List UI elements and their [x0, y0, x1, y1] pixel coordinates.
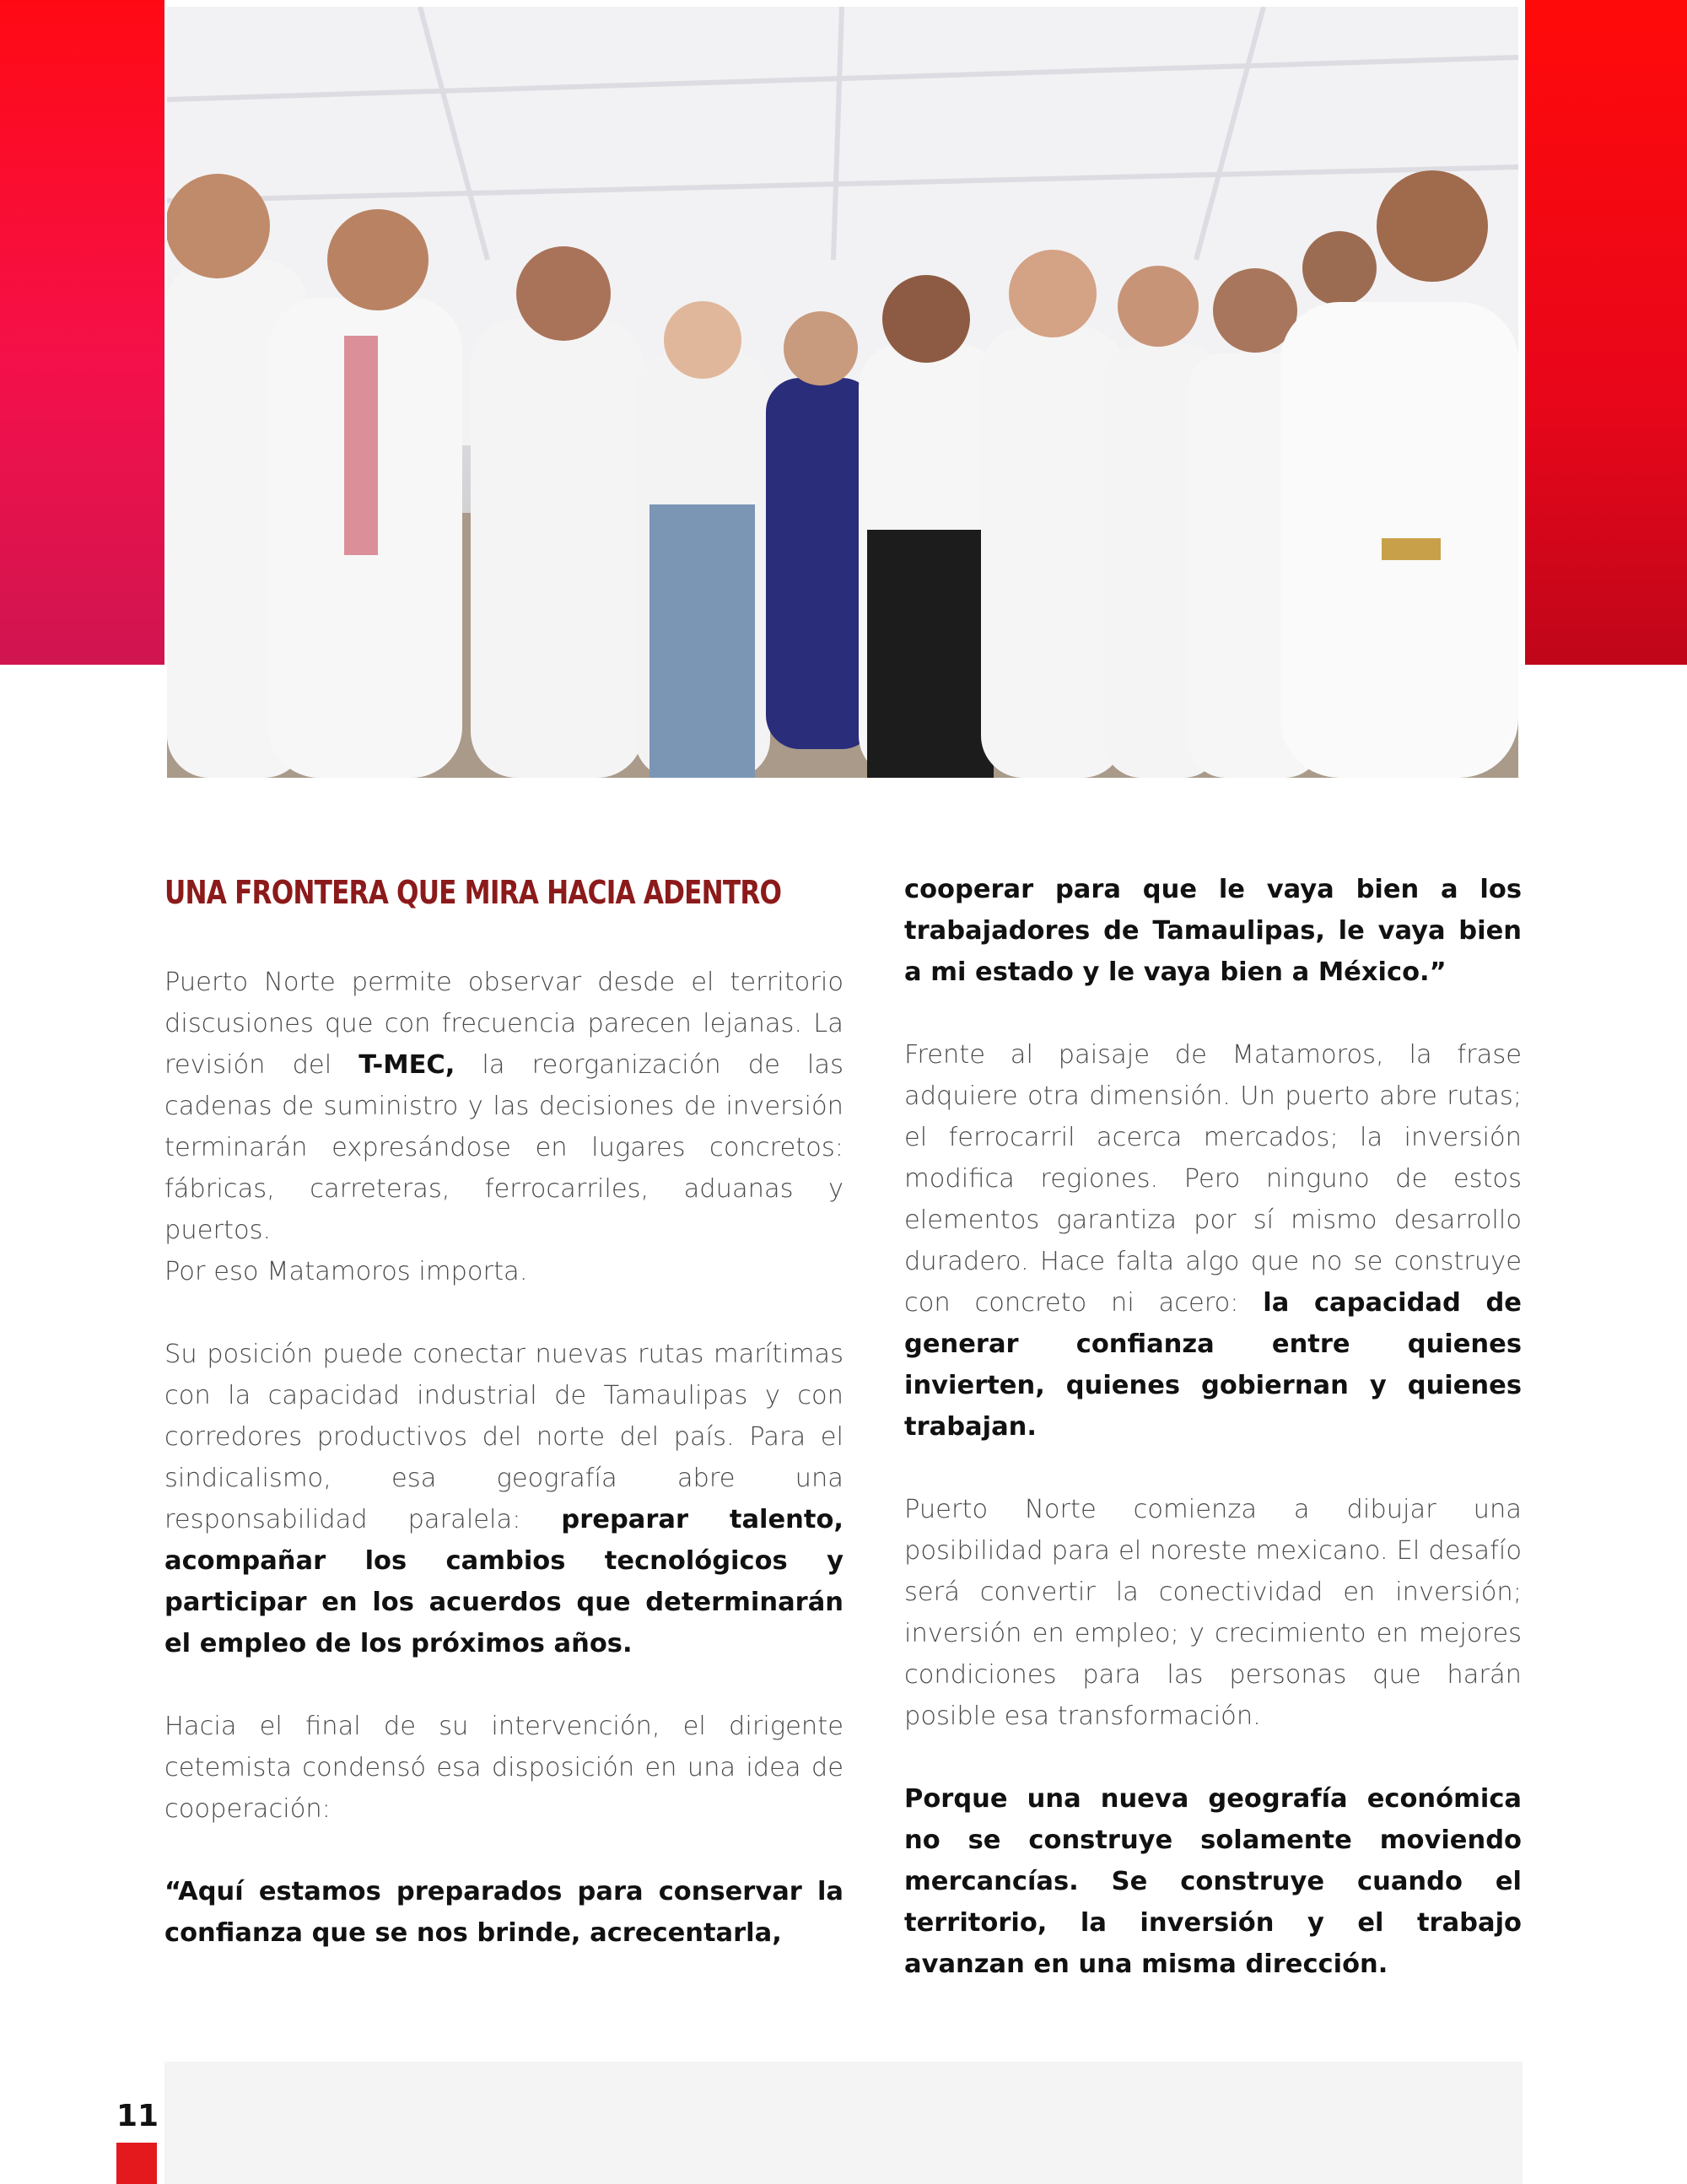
- paragraph-6: [904, 1778, 1522, 1985]
- quote-part-1-text: “Aquí estamos preparados para conservar la confianza que se nos brinde, acrecentarla,: [164, 1877, 844, 1948]
- paragraph-4: [904, 1034, 1522, 1448]
- right-red-band: [1525, 0, 1687, 665]
- paragraph-2-bold: preparar talento, acompañar los cambios tecnológicos y participar en los acuerdos que determinarán el empleo de los próximos años.: [164, 1505, 844, 1658]
- quote-part-1: [164, 1871, 844, 1954]
- quote-part-2: [904, 869, 1522, 993]
- paragraph-1-text-cont: la reorganización de las cadenas de suministro y las decisiones de inversión terminarán expresándose en lugares concretos: fábricas, carreteras, ferrocarriles, aduanas y puertos.: [164, 1050, 844, 1245]
- paragraph-1-closing: Por eso Matamoros importa.: [164, 1257, 528, 1286]
- section-heading: UNA FRONTERA QUE MIRA HACIA ADENTRO: [164, 874, 782, 911]
- article-column-right: [904, 869, 1522, 2026]
- paragraph-6-text: Porque una nueva geografía económica no se construye solamente moviendo mercancías. Se construye cuando el territorio, la inversión y el trabajo avanzan en una misma dirección.: [904, 1784, 1522, 1979]
- paragraph-2-text: Su posición puede conectar nuevas rutas marítimas con la capacidad industrial de Tamaulipas y con corredores productivos del norte del país. Para el sindicalismo, esa geografía abre una responsabilidad paralela:: [164, 1340, 844, 1534]
- paragraph-1: [164, 962, 844, 1292]
- paragraph-4-text: Frente al paisaje de Matamoros, la frase adquiere otra dimensión. Un puerto abre rutas; el ferrocarril acerca mercados; la inversión modifica regiones. Pero ninguno de estos elementos garantiza por sí mismo desarrollo duradero. Hace falta algo que no se construye con concreto ni acero:: [904, 1040, 1522, 1318]
- page-number: 11: [116, 2099, 159, 2133]
- group-photo-illustration: [167, 7, 1518, 778]
- group-photo: [167, 7, 1518, 778]
- paragraph-1-bold: T-MEC,: [358, 1050, 455, 1080]
- article-column-left: [164, 869, 844, 1995]
- quote-part-2-text: cooperar para que le vaya bien a los trabajadores de Tamaulipas, le vaya bien a mi estado y le vaya bien a México.”: [904, 875, 1522, 987]
- footer-panel: [164, 2062, 1523, 2184]
- paragraph-5: Puerto Norte comienza a dibujar una posibilidad para el noreste mexicano. El desafío será convertir la conectividad en inversión; inversión en empleo; y crecimiento en mejores condiciones para las personas que harán posible esa transformación.: [904, 1495, 1522, 1731]
- paragraph-4-bold: la capacidad de generar confianza entre quienes invierten, quienes gobiernan y quienes trabajan.: [904, 1288, 1522, 1442]
- left-red-band: [0, 0, 164, 665]
- page-marker: [116, 2143, 157, 2184]
- paragraph-3: Hacia el final de su intervención, el dirigente cetemista condensó esa disposición en una idea de cooperación:: [164, 1712, 844, 1824]
- paragraph-2: [164, 1334, 844, 1664]
- paragraph-1-text: Puerto Norte permite observar desde el territorio discusiones que con frecuencia parecen lejanas. La revisión del: [164, 968, 844, 1080]
